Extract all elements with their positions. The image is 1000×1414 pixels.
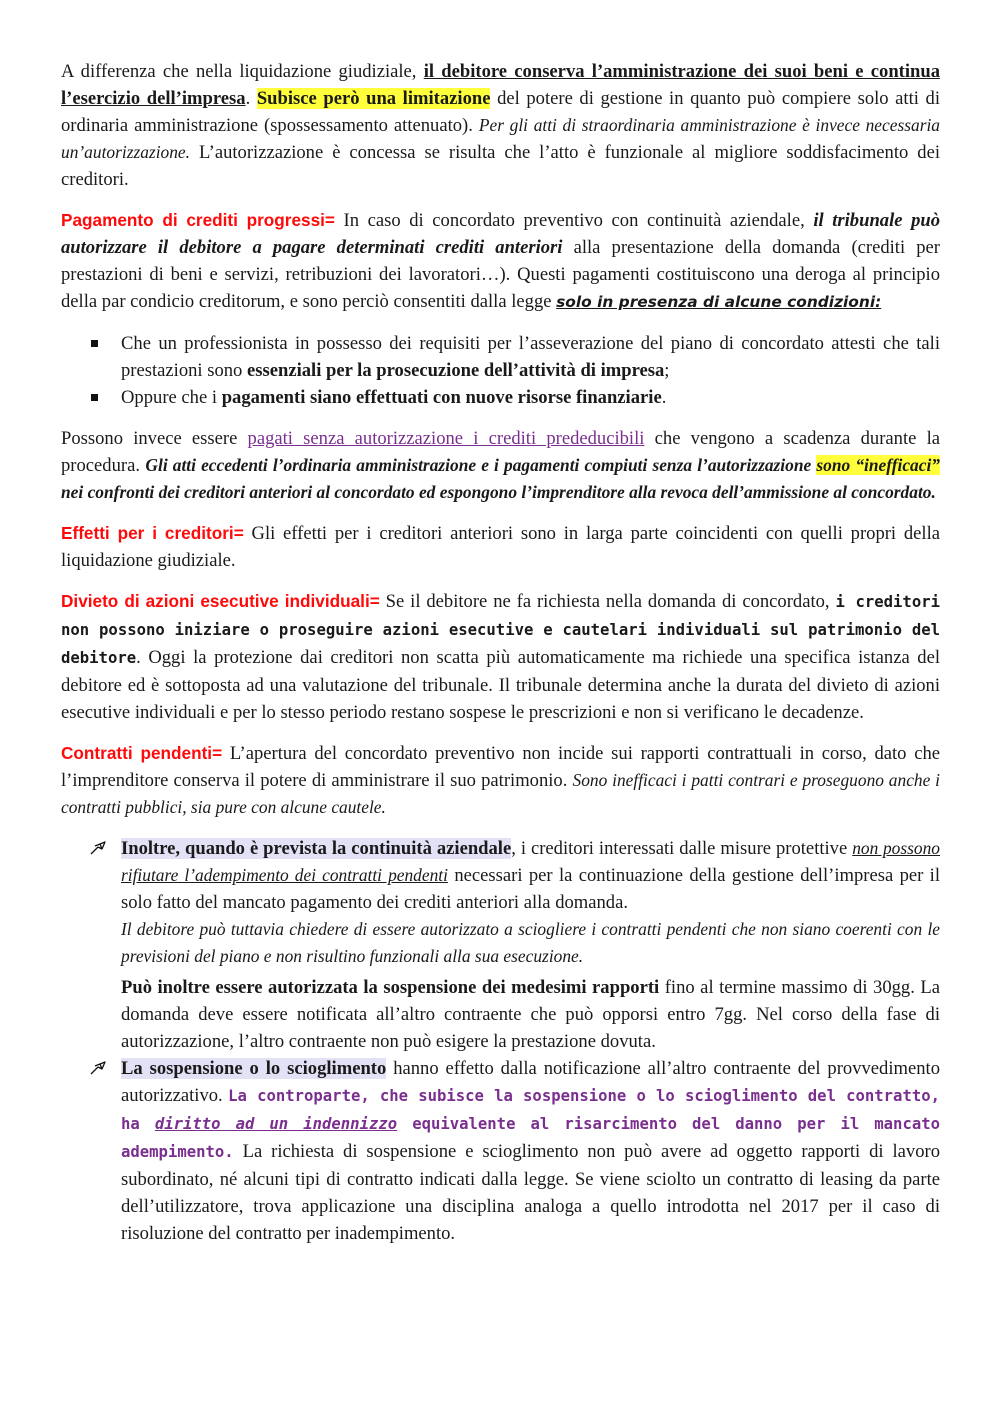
hand-arrow-icon — [89, 1059, 107, 1077]
square-bullet-icon — [91, 340, 98, 347]
list-item-text: fino al termine massimo di 30gg. La domanda deve essere notificata all’altro contraente che può opporsi entro 7gg. Nel corso della fase di autorizzazione, l’altro contraente non può esigere la prestazione dovuta. — [121, 977, 940, 1052]
intro-underlined-bold: il debitore conserva l’amministrazione dei suoi beni e continua l’esercizio dell’impresa — [61, 61, 940, 109]
list-item-text: hanno effetto dalla notificazione all’altro contraente del provvedimento autorizzativo. — [121, 1058, 940, 1106]
divieto-text-2: . Oggi la protezione dai creditori non scatta più automaticamente ma richiede una specifica istanza del debitore ed è sottoposta ad una valutazione del tribunale. Il tribunale determina anche la durata del divieto di azioni esecutive individuali e per lo stesso periodo restano sospese le prescrizioni e non si verificano le decadenze. — [61, 647, 940, 723]
list-item-bold: pagamenti siano effettuati con nuove risorse finanziarie — [221, 387, 662, 408]
heading-pagamento: Pagamento di crediti progressi= — [61, 210, 335, 230]
list-item-text: Che un professionista in possesso dei requisiti per l’asseverazione del piano di concordato attesti che tali prestazioni sono — [121, 333, 940, 381]
square-bullet-icon — [91, 394, 98, 401]
controparte-purple: La controparte, che subisce la sospensione o lo scioglimento del contratto, ha — [121, 1087, 940, 1133]
list-item-text: necessari per la continuazione della gestione dell’impresa per il solo fatto del mancato pagamento dei crediti anteriori alla domanda. — [121, 865, 941, 913]
list-item-text: ; — [664, 360, 670, 381]
contratti-italic: Sono inefficaci i patti contrari e proseguono anche i contratti pubblici, sia pure con alcune cautele. — [61, 770, 941, 817]
list-item — [61, 835, 940, 1055]
continuita-underlined-italic: non possono rifiutare l’adempimento dei contratti pendenti — [121, 838, 940, 885]
effetti-text: Gli effetti per i creditori anteriori sono in larga parte coincidenti con quelli propri della liquidazione giudiziale. — [61, 523, 941, 571]
intro-italic: Per gli atti di straordinaria amministrazione è invece necessaria un’autorizzazione. — [61, 115, 940, 162]
contratti-list — [61, 835, 940, 1247]
pagamento-bold-italic: il tribunale può autorizzare il debitore a pagare determinati crediti anteriori — [61, 210, 941, 258]
paragraph-contratti — [61, 740, 940, 821]
risarcimento-purple: equivalente al risarcimento del danno per il mancato adempimento. — [121, 1115, 940, 1161]
paragraph-effetti — [61, 520, 940, 574]
prededucibili-text-2: che vengono a scadenza durante la procedura. — [61, 428, 940, 476]
prededucibili-bold-italic-2: nei confronti dei creditori anteriori al concordato ed espongono l’imprenditore alla revoca dell’ammissione al concordato. — [61, 482, 936, 502]
list-item-text: , i creditori interessati dalle misure protettive — [511, 838, 853, 859]
scioglimento-highlight: La sospensione o lo scioglimento — [121, 1058, 387, 1079]
heading-divieto: Divieto di azioni esecutive individuali= — [61, 591, 380, 611]
pagamento-conditions: solo in presenza di alcune condizioni: — [556, 293, 882, 311]
list-item-text: Oppure che i — [121, 387, 222, 408]
paragraph-intro — [61, 58, 940, 193]
prededucibili-link[interactable]: pagati senza autorizzazione i crediti prededucibili — [247, 428, 645, 449]
list-item-text: . — [661, 387, 667, 408]
continuita-highlight: Inoltre, quando è prevista la continuità aziendale — [121, 838, 512, 859]
paragraph-divieto — [61, 588, 940, 726]
list-item — [61, 1055, 940, 1247]
pagamento-text-1: In caso di concordato preventivo con continuità aziendale, — [334, 210, 814, 231]
paragraph-prededucibili — [61, 425, 940, 506]
contratti-text: L’apertura del concordato preventivo non incide sui rapporti contrattuali in corso, dato che l’imprenditore conserva il potere di amministrare il suo patrimonio. — [61, 743, 940, 791]
divieto-bold: i creditori non possono iniziare o proseguire azioni esecutive e cautelari individuali sul patrimonio del debitore — [61, 593, 940, 667]
pagamento-text-2: alla presentazione della domanda (crediti per prestazioni di beni e servizi, retribuzioni dei lavoratori…). Questi pagamenti costituiscono una deroga al principio della par condicio creditorum, e sono perciò consentiti dalla legge — [61, 237, 940, 312]
intro-text-1: A differenza che nella liquidazione giudiziale, — [61, 61, 424, 82]
list-item-bold: essenziali per la prosecuzione dell’attività di impresa — [247, 360, 665, 381]
continuita-italic-note: Il debitore può tuttavia chiedere di essere autorizzato a sciogliere i contratti pendenti che non siano coerenti con le previsioni del piano e non risultino funzionali alla sua esecuzione. — [121, 919, 940, 966]
list-item — [61, 330, 940, 384]
divieto-text-1: Se il debitore ne fa richiesta nella domanda di concordato, — [379, 591, 836, 612]
paragraph-pagamento — [61, 207, 940, 316]
prededucibili-text-1: Possono invece essere — [61, 428, 248, 449]
indennizzo-purple: diritto ad un indennizzo — [154, 1115, 398, 1133]
list-item-text: La richiesta di sospensione e scioglimento non può avere ad oggetto rapporti di lavoro subordinato, né alcuni tipi di contratto indicati dalla legge. Se viene sciolto un contratto di leasing da parte dell’utilizzatore, trova applicazione una disciplina analoga a quello introdotta nel 2017 per il caso di risoluzione del contratto per inadempimento. — [121, 1141, 940, 1244]
intro-text-3: del potere di gestione in quanto può compiere solo atti di ordinaria amministrazione (spossessamento attenuato). — [61, 88, 940, 136]
hand-arrow-icon — [89, 839, 107, 857]
intro-text-2: . — [245, 88, 257, 109]
intro-highlight: Subisce però una limitazione — [256, 88, 491, 109]
list-item — [61, 384, 940, 411]
heading-effetti: Effetti per i creditori= — [61, 523, 244, 543]
prededucibili-highlight: sono “inefficaci” — [816, 455, 940, 475]
intro-text-4: L’autorizzazione è concessa se risulta che l’atto è funzionale al migliore soddisfacimento dei creditori. — [61, 142, 940, 190]
heading-contratti: Contratti pendenti= — [61, 743, 223, 763]
sospensione-sentence — [121, 974, 940, 1055]
sospensione-bold: Può inoltre essere autorizzata la sospensione dei medesimi rapporti — [121, 977, 660, 998]
conditions-list — [61, 330, 940, 411]
prededucibili-bold-italic: Gli atti eccedenti l’ordinaria amministrazione e i pagamenti compiuti senza l’autorizzazione — [145, 455, 817, 475]
